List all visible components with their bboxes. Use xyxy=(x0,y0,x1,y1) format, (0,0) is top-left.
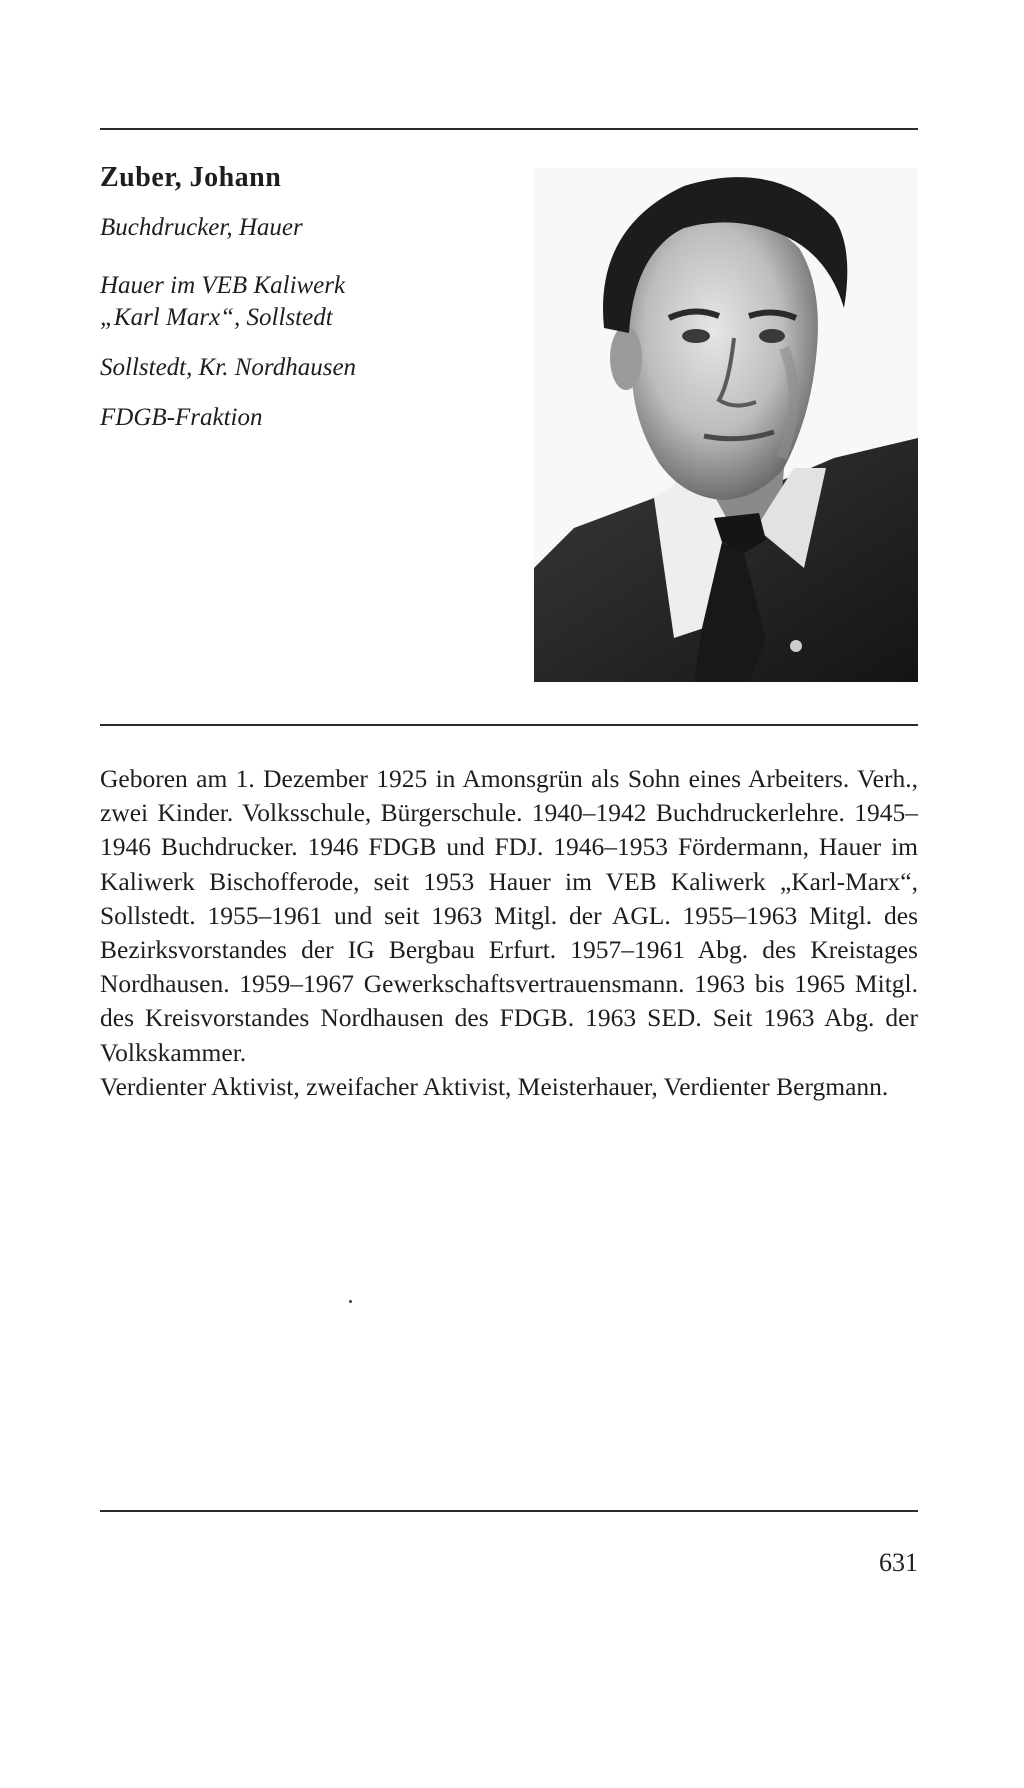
residence-line: Sollstedt, Kr. Nordhausen xyxy=(100,354,357,381)
page-number: 631 xyxy=(879,1548,918,1577)
top-rule xyxy=(100,128,918,130)
bottom-rule xyxy=(100,1510,918,1512)
person-name: Zuber, Johann xyxy=(100,162,282,193)
portrait-photo xyxy=(534,168,918,682)
profession-line: Buchdrucker, Hauer xyxy=(100,214,303,241)
awards-paragraph: Verdienter Aktivist, zweifacher Aktivist, Meisterhauer, Verdienter Bergmann. xyxy=(100,1071,889,1101)
position-line-2: „Karl Marx“, Sollstedt xyxy=(100,304,333,331)
faction-line: FDGB-Fraktion xyxy=(100,404,263,431)
biography xyxy=(100,762,918,1104)
biography-paragraph: Geboren am 1. Dezember 1925 in Amonsgrün als Sohn eines Arbeiters. Verh., zwei Kinder. Volksschule, Bürgerschule. 1940–1942 Buchdruckerlehre. 1945–1946 Buchdrucker. 1946 FDGB und FDJ. 1946–1953 Fördermann, Hauer im Kaliwerk Bischofferode, seit 1953 Hauer im VEB Kaliwerk „Karl-Marx“, Sollstedt. 1955–1961 und seit 1963 Mitgl. der AGL. 1955–1963 Mitgl. des Bezirksvorstandes der IG Bergbau Erfurt. 1957–1961 Abg. des Kreistages Nordhausen. 1959–1967 Gewerkschaftsvertrauensmann. 1963 bis 1965 Mitgl. des Kreisvorstandes Nordhausen des FDGB. 1963 SED. Seit 1963 Abg. der Volkskammer. xyxy=(100,764,918,1067)
print-speck xyxy=(349,1300,352,1303)
portrait-photo-icon xyxy=(534,168,918,682)
position-line-1: Hauer im VEB Kaliwerk xyxy=(100,272,346,299)
middle-rule xyxy=(100,724,918,726)
